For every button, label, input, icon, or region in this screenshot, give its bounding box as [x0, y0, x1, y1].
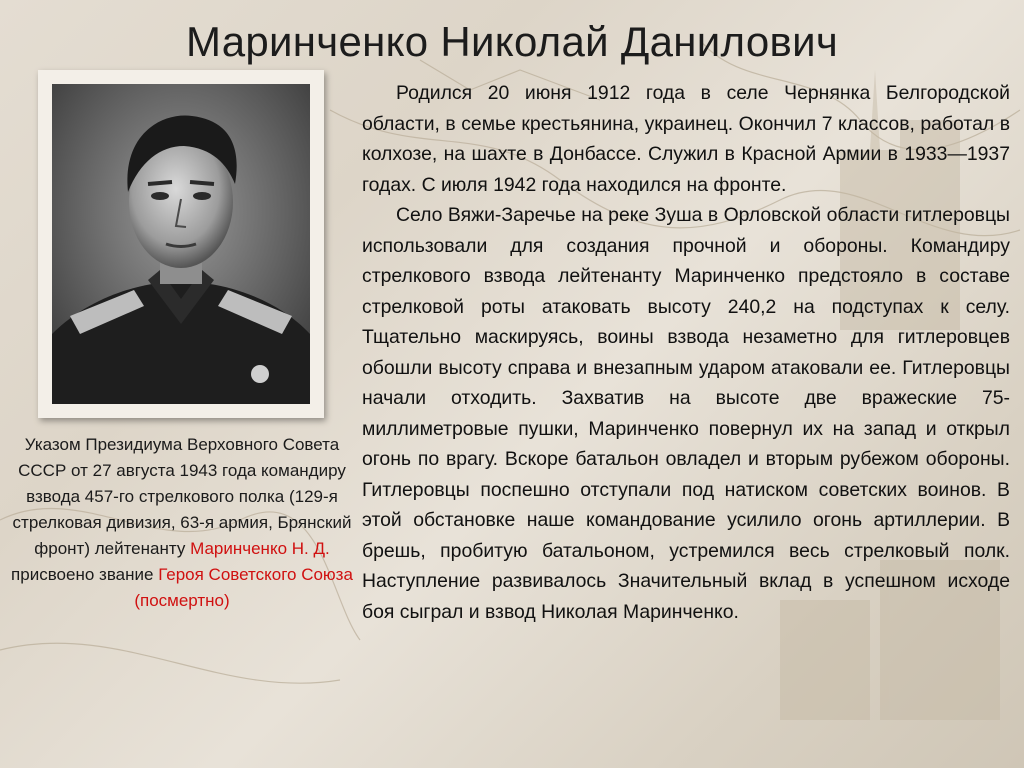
award-caption	[10, 432, 354, 614]
biography-text	[362, 78, 1010, 627]
caption-name-highlight: Маринченко Н. Д.	[190, 539, 330, 558]
biography-paragraph-1: Родился 20 июня 1912 года в селе Чернянка Белгородской области, в семье крестьянина, украинец. Окончил 7 классов, работал в колхозе, на шахте в Донбассе. Служил в Красной Армии в 1933—1937 годах. С июля 1942 года находился на фронте.	[362, 82, 1010, 196]
soldier-portrait-photo-icon	[52, 84, 310, 404]
page-title: Маринченко Николай Данилович	[185, 18, 839, 65]
caption-prefix: Указом Президиума Верховного Совета СССР от 27 августа 1943 года командиру взвода 457-го стрелкового полка (129-я стрелковая дивизия, 63-я армия, Брянский фронт) лейтенанту	[12, 435, 352, 558]
caption-middle: присвоено звание	[11, 565, 154, 584]
caption-hero-highlight: Героя Советского Союза (посмертно)	[134, 565, 353, 610]
portrait-frame	[38, 70, 324, 418]
biography-paragraph-2: Село Вяжи-Заречье на реке Зуша в Орловской области гитлеровцы использовали для создания прочной и обороны. Командиру стрелкового взвода лейтенанту Маринченко предстояло в составе стрелковой роты атаковать высоту 240,2 на подступах к селу. Тщательно маскируясь, воины взвода незаметно для гитлеровцев обошли высоту справа и внезапным ударом атаковали ее. Гитлеровцы начали отходить. Захватив на высоте две вражеские 75-миллиметровые пушки, Маринченко повернул их на запад и открыл огонь по врагу. Вскоре батальон овладел и вторым рубежом обороны. Гитлеровцы поспешно отступали под натиском советских воинов. В этой обстановке наше командование усилило огонь артиллерии. В брешь, пробитую батальоном, устремился весь стрелковый полк. Наступление развивалось Значительный вклад в успешном исходе боя сыграл и взвод Николая Маринченко.	[362, 204, 1010, 623]
